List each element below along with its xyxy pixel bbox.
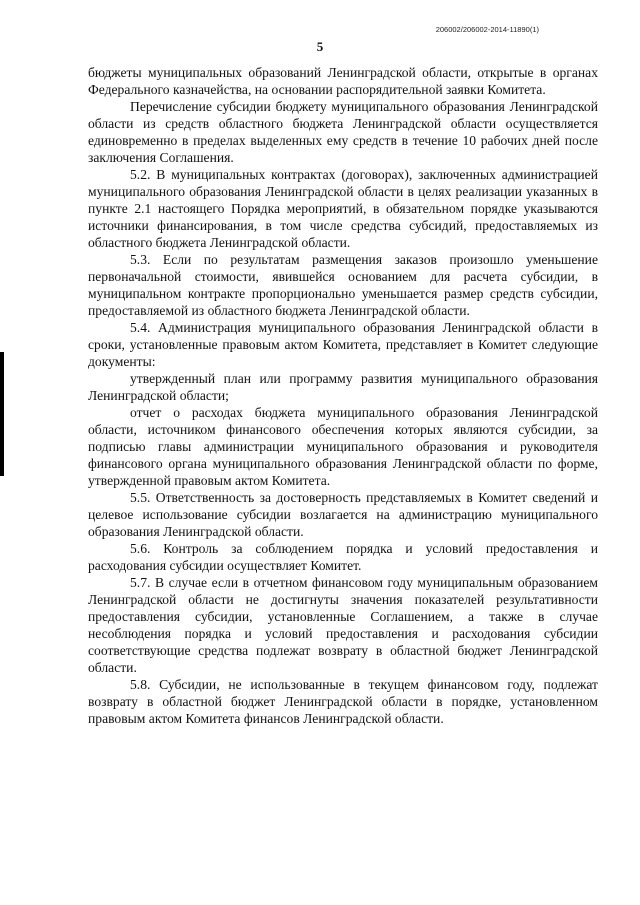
paragraph-5-4: 5.4. Администрация муниципального образования Ленинградской области в сроки, установленные правовым актом Комитета, представляет в Комитет следующие документы: xyxy=(88,320,598,369)
page-number: 5 xyxy=(316,39,324,54)
document-id: 206002/206002-2014-11890(1) xyxy=(435,25,539,34)
paragraph-continuation: бюджеты муниципальных образований Ленинградской области, открытые в органах Федерального казначейства, на основании распорядительной заявки Комитета. xyxy=(88,65,598,97)
document-body xyxy=(88,64,598,727)
scan-margin-mark xyxy=(0,352,4,476)
paragraph-report: отчет о расходах бюджета муниципального образования Ленинградской области, источником финансового обеспечения которых являются субсидии, за подписью главы администрации муниципального образования и руководителя финансового органа муниципального образования Ленинградской области по форме, утвержденной правовым актом Комитета. xyxy=(88,405,598,488)
paragraph-transfer: Перечисление субсидии бюджету муниципального образования Ленинградской области из средств областного бюджета Ленинградской области осуществляется единовременно в пределах выделенных ему средств в течение 10 рабочих дней после заключения Соглашения. xyxy=(88,99,598,165)
paragraph-5-5: 5.5. Ответственность за достоверность представляемых в Комитет сведений и целевое использование субсидии возлагается на администрацию муниципального образования Ленинградской области. xyxy=(88,490,598,539)
paragraph-5-2: 5.2. В муниципальных контрактах (договорах), заключенных администрацией муниципального образования Ленинградской области в целях реализации указанных в пункте 2.1 настоящего Порядка мероприятий, в обязательном порядке указываются источники финансирования, в том числе средства субсидий, предоставляемых из областного бюджета Ленинградской области. xyxy=(88,167,598,250)
paragraph-plan: утвержденный план или программу развития муниципального образования Ленинградской области; xyxy=(88,371,598,403)
paragraph-5-8: 5.8. Субсидии, не использованные в текущем финансовом году, подлежат возврату в областной бюджет Ленинградской области в порядке, установленном правовым актом Комитета финансов Ленинградской области. xyxy=(88,677,598,726)
paragraph-5-6: 5.6. Контроль за соблюдением порядка и условий предоставления и расходования субсидии осуществляет Комитет. xyxy=(88,541,598,573)
paragraph-5-3: 5.3. Если по результатам размещения заказов произошло уменьшение первоначальной стоимости, явившейся основанием для расчета субсидии, в муниципальном контракте пропорционально уменьшается размер средств субсидии, предоставляемой из областного бюджета Ленинградской области. xyxy=(88,252,598,318)
paragraph-5-7: 5.7. В случае если в отчетном финансовом году муниципальным образованием Ленинградской области не достигнуты значения показателей результативности предоставления субсидии, установленные Соглашением, а также в случае несоблюдения порядка и условий предоставления и расходования субсидии соответствующие средства подлежат возврату в областной бюджет Ленинградской области. xyxy=(88,575,598,675)
